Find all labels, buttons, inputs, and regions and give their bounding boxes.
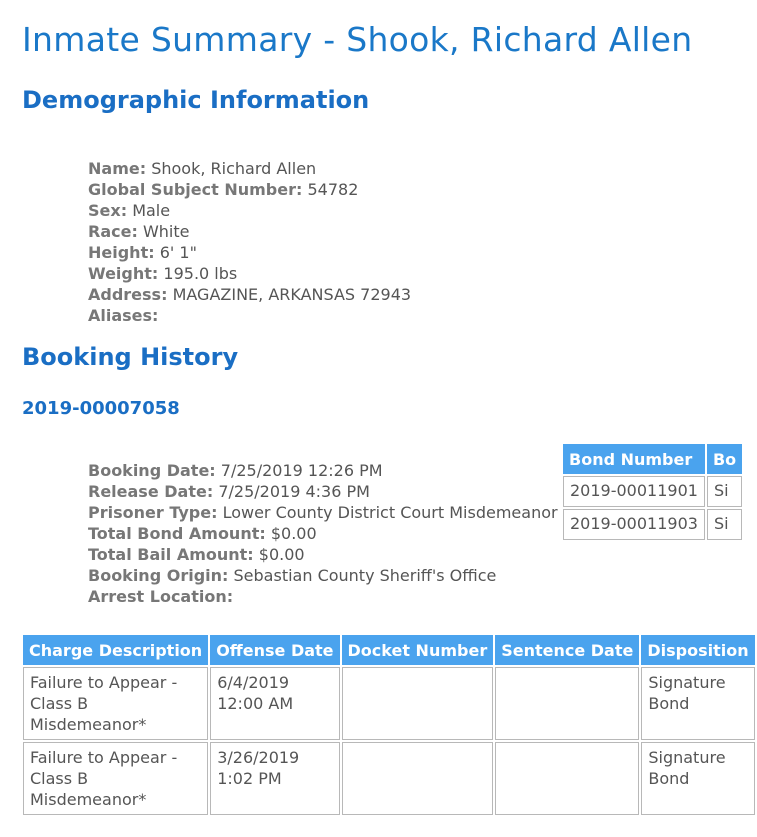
sex-value: Male — [132, 201, 171, 220]
address-value: MAGAZINE, ARKANSAS 72943 — [172, 285, 412, 304]
demographic-fields — [88, 158, 411, 326]
sentence-date-header: Sentence Date — [495, 635, 639, 665]
booking-date-row — [88, 460, 558, 481]
booking-date-label: Booking Date: — [88, 461, 216, 480]
height-value: 6' 1" — [159, 243, 197, 262]
prisoner-type-value: Lower County District Court Misdemeanor — [222, 503, 558, 522]
bond-table — [561, 442, 744, 542]
weight-value: 195.0 lbs — [163, 264, 238, 283]
offense-date-cell: 6/4/2019 12:00 AM — [210, 667, 339, 740]
address-label: Address: — [88, 285, 168, 304]
total-bond-amount-label: Total Bond Amount: — [88, 524, 266, 543]
bond-type-cell: Si — [707, 476, 742, 507]
bond-type-header: Bo — [707, 444, 742, 474]
offense-date-cell: 3/26/2019 1:02 PM — [210, 742, 339, 815]
charge-table-header-row — [23, 635, 755, 665]
charge-description-cell: Failure to Appear - Class B Misdemeanor* — [23, 742, 208, 815]
booking-origin-value: Sebastian County Sheriff's Office — [233, 566, 497, 585]
booking-date-value: 7/25/2019 12:26 PM — [220, 461, 383, 480]
weight-label: Weight: — [88, 264, 159, 283]
prisoner-type-row — [88, 502, 558, 523]
offense-date-header: Offense Date — [210, 635, 339, 665]
bond-row — [563, 476, 742, 507]
race-label: Race: — [88, 222, 138, 241]
prisoner-type-label: Prisoner Type: — [88, 503, 218, 522]
name-row — [88, 158, 411, 179]
address-row — [88, 284, 411, 305]
docket-number-cell — [342, 667, 494, 740]
charge-row — [23, 667, 755, 740]
booking-history-heading: Booking History — [22, 343, 239, 371]
bond-row — [563, 509, 742, 540]
charge-description-header: Charge Description — [23, 635, 208, 665]
race-row — [88, 221, 411, 242]
height-row — [88, 242, 411, 263]
sex-label: Sex: — [88, 201, 128, 220]
total-bail-amount-label: Total Bail Amount: — [88, 545, 254, 564]
sentence-date-cell — [495, 667, 639, 740]
demographic-heading: Demographic Information — [22, 86, 370, 114]
total-bond-amount-row — [88, 523, 558, 544]
name-value: Shook, Richard Allen — [151, 159, 317, 178]
booking-origin-label: Booking Origin: — [88, 566, 229, 585]
bond-number-cell: 2019-00011901 — [563, 476, 705, 507]
bond-type-cell: Si — [707, 509, 742, 540]
total-bail-amount-value: $0.00 — [258, 545, 305, 564]
release-date-row — [88, 481, 558, 502]
sentence-date-cell — [495, 742, 639, 815]
charge-row — [23, 742, 755, 815]
booking-number: 2019-00007058 — [22, 398, 180, 419]
bond-number-cell: 2019-00011903 — [563, 509, 705, 540]
release-date-value: 7/25/2019 4:36 PM — [218, 482, 370, 501]
total-bail-amount-row — [88, 544, 558, 565]
global-subject-number-label: Global Subject Number: — [88, 180, 303, 199]
weight-row — [88, 263, 411, 284]
bond-table-header-row — [563, 444, 742, 474]
disposition-cell: Signature Bond — [641, 742, 754, 815]
arrest-location-row — [88, 586, 558, 607]
global-subject-number-row — [88, 179, 411, 200]
global-subject-number-value: 54782 — [307, 180, 359, 199]
arrest-location-label: Arrest Location: — [88, 587, 234, 606]
height-label: Height: — [88, 243, 155, 262]
bond-number-header: Bond Number — [563, 444, 705, 474]
booking-fields — [88, 460, 558, 607]
disposition-header: Disposition — [641, 635, 754, 665]
docket-number-header: Docket Number — [342, 635, 494, 665]
page-title: Inmate Summary - Shook, Richard Allen — [22, 20, 693, 59]
release-date-label: Release Date: — [88, 482, 214, 501]
total-bond-amount-value: $0.00 — [270, 524, 317, 543]
charge-table — [21, 633, 757, 817]
docket-number-cell — [342, 742, 494, 815]
booking-origin-row — [88, 565, 558, 586]
race-value: White — [142, 222, 190, 241]
aliases-row — [88, 305, 411, 326]
sex-row — [88, 200, 411, 221]
name-label: Name: — [88, 159, 147, 178]
disposition-cell: Signature Bond — [641, 667, 754, 740]
charge-description-cell: Failure to Appear - Class B Misdemeanor* — [23, 667, 208, 740]
aliases-label: Aliases: — [88, 306, 159, 325]
